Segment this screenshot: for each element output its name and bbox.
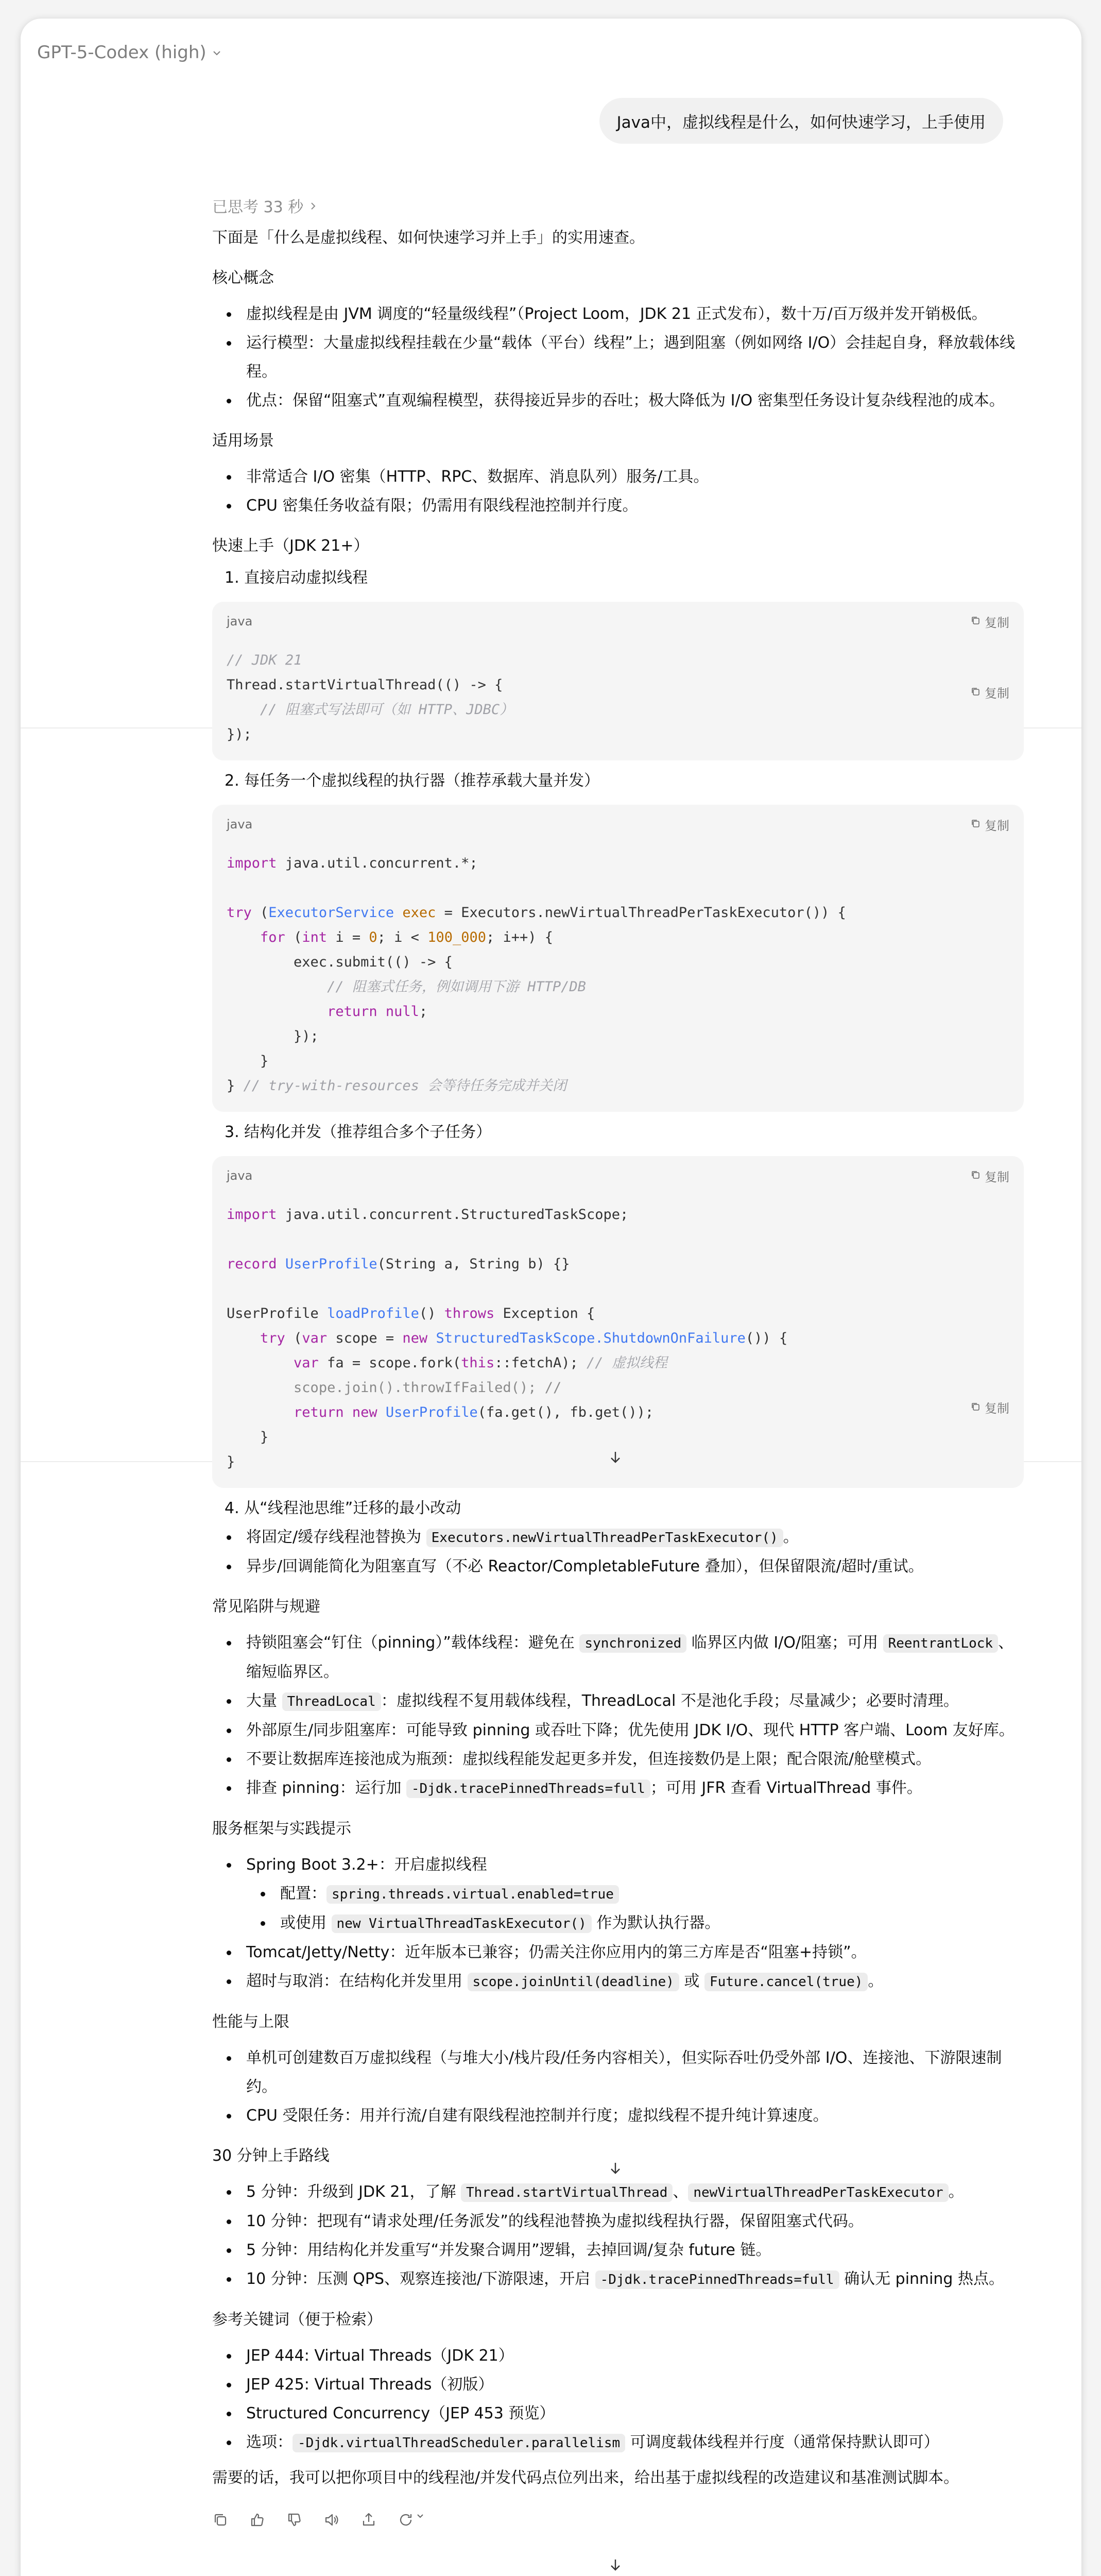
section-heading: 30 分钟上手路线: [212, 2147, 330, 2165]
step-title: 3. 结构化并发（推荐组合多个子任务）: [225, 1123, 492, 1141]
thinking-label[interactable]: 已思考 33 秒: [212, 198, 304, 216]
copy-label[interactable]: 复制: [985, 615, 1009, 630]
thinking-toggle[interactable]: [212, 194, 1024, 217]
copy-label[interactable]: 复制: [985, 686, 1009, 701]
copy-code-button[interactable]: [970, 1398, 1009, 1416]
performance-list: [212, 2044, 1024, 2130]
model-label[interactable]: GPT-5-Codex (high): [37, 42, 207, 63]
scroll-down-button[interactable]: [603, 2552, 628, 2576]
arrow-down-icon: [608, 2161, 623, 2176]
list-item: 非常适合 I/O 密集（HTTP、RPC、数据库、消息队列）服务/工具。: [212, 463, 1024, 492]
list-item: JEP 444: Virtual Threads（JDK 21）: [212, 2342, 1024, 2370]
list-item: 或使用 new VirtualThreadTaskExecutor() 作为默认执行器。: [246, 1909, 1024, 1938]
code-language: java: [227, 817, 253, 832]
list-item: CPU 密集任务收益有限；仍需用有限线程池控制并行度。: [212, 492, 1024, 520]
user-message: Java中，虚拟线程是什么，如何快速学习，上手使用: [599, 98, 1003, 144]
scroll-down-button[interactable]: [603, 1445, 628, 1470]
copy-icon: [970, 685, 980, 700]
code-language: java: [227, 614, 253, 629]
roadmap-list: [212, 2178, 1024, 2294]
list-item: 单机可创建数百万虚拟线程（与堆大小/栈片段/任务内容相关），但实际吞吐仍受外部 I/O、连接池、下游限速制约。: [212, 2044, 1024, 2102]
list-item: 优点：保留“阻塞式”直观编程模型，获得接近异步的吞吐；极大降低为 I/O 密集型任务设计复杂线程池的成本。: [212, 386, 1024, 415]
step-title: 4. 从“线程池思维”迁移的最小改动: [225, 1499, 461, 1517]
intro-text: 下面是「什么是虚拟线程、如何快速学习并上手」的实用速查。: [212, 229, 645, 247]
core-list: [212, 300, 1024, 415]
arrow-down-icon: [608, 2557, 623, 2573]
step-title: 2. 每任务一个虚拟线程的执行器（推荐承载大量并发）: [225, 772, 600, 790]
copy-icon: [970, 817, 980, 832]
copy-icon: [970, 1400, 980, 1415]
model-selector[interactable]: [37, 28, 222, 77]
copy-code-button[interactable]: [970, 683, 1009, 701]
list-item: 超时与取消：在结构化并发里用 scope.joinUntil(deadline) 或 Future.cancel(true) 。: [212, 1967, 1024, 1996]
pitfalls-list: [212, 1629, 1024, 1803]
copy-label[interactable]: 复制: [985, 1401, 1009, 1416]
section-heading: 性能与上限: [212, 2013, 289, 2031]
closing-text: 需要的话，我可以把你项目中的线程池/并发代码点位列出来，给出基于虚拟线程的改造建议和基准测试脚本。: [212, 2469, 959, 2487]
section-heading: 适用场景: [212, 432, 274, 450]
assistant-message: [212, 194, 1024, 2533]
list-item: 5 分钟：用结构化并发重写“并发聚合调用”逻辑，去掉回调/复杂 future 链。: [212, 2236, 1024, 2265]
chat-window: [21, 19, 1081, 2576]
frameworks-list: [212, 1851, 1024, 1996]
code-content: // JDK 21 Thread.startVirtualThread(() -> { // 阻塞式写法即可（如 HTTP、JDBC） });: [227, 652, 514, 742]
list-item: 排查 pinning：运行加 -Djdk.tracePinnedThreads=full ；可用 JFR 查看 VirtualThread 事件。: [212, 1774, 1024, 1803]
list-item: 外部原生/同步阻塞库：可能导致 pinning 或吞吐下降；优先使用 JDK I/O、现代 HTTP 客户端、Loom 友好库。: [212, 1716, 1024, 1745]
section-heading: 核心概念: [212, 269, 274, 287]
copy-icon[interactable]: [212, 2512, 229, 2528]
copy-label[interactable]: 复制: [985, 818, 1009, 833]
copy-code-button[interactable]: [970, 816, 1009, 834]
message-actions: [212, 2507, 1024, 2533]
step-title: 1. 直接启动虚拟线程: [225, 569, 368, 587]
scenario-list: [212, 463, 1024, 520]
list-item: 运行模型：大量虚拟线程挂载在少量“载体（平台）线程”上；遇到阻塞（例如网络 I/O）会挂起自身，释放载体线程。: [212, 329, 1024, 386]
copy-code-button[interactable]: [970, 1167, 1009, 1185]
thumbs-up-icon[interactable]: [249, 2512, 266, 2528]
list-item: Tomcat/Jetty/Netty：近年版本已兼容；仍需关注你应用内的第三方库是否“阻塞+持锁”。: [212, 1938, 1024, 1967]
list-item: 异步/回调能简化为阻塞直写（不必 Reactor/CompletableFuture 叠加），但保留限流/超时/重试。: [212, 1552, 1024, 1581]
code-content: import java.util.concurrent.StructuredTaskScope; record UserProfile(String a, String b) {} UserProfile loadProfile() throws Exception { try (var scope = new StructuredTaskScope.ShutdownOnFailure()) { var fa = scope.fork(this::fetchA); // 虚拟线程 scope.join().throwIfFailed(); // return new UserProfile(fa.get(), fb.get()); } }: [227, 1207, 788, 1470]
references-list: [212, 2342, 1024, 2458]
list-item: Structured Concurrency（JEP 453 预览）: [212, 2399, 1024, 2428]
code-block: [212, 1156, 1024, 1488]
section-heading: 服务框架与实践提示: [212, 1820, 351, 1838]
share-icon[interactable]: [360, 2512, 377, 2528]
code-block: [212, 602, 1024, 760]
arrow-down-icon: [608, 1450, 623, 1465]
list-item: 将固定/缓存线程池替换为 Executors.newVirtualThreadPerTaskExecutor() 。: [212, 1523, 1024, 1552]
list-item: 虚拟线程是由 JVM 调度的“轻量级线程”（Project Loom，JDK 21 正式发布），数十万/百万级并发开销极低。: [212, 300, 1024, 329]
list-item: Spring Boot 3.2+：开启虚拟线程 配置： spring.threads.virtual.enabled=true 或使用 new VirtualThreadTaskExecutor() 作为默认执行器。: [212, 1851, 1024, 1938]
list-item: 配置： spring.threads.virtual.enabled=true: [246, 1879, 1024, 1909]
code-content: import java.util.concurrent.*; try (ExecutorService exec = Executors.newVirtualThreadPerTaskExecutor()) { for (int i = 0; i < 100_000; i++) { exec.submit(() -> { // 阻塞式任务，例如调用下游 HTTP/DB return null; }); } } // try-with-resources 会等待任务完成并关闭: [227, 855, 846, 1094]
list-item: JEP 425: Virtual Threads（初版）: [212, 2370, 1024, 2399]
list-item: 不要让数据库连接池成为瓶颈：虚拟线程能发起更多并发，但连接数仍是上限；配合限流/舱壁模式。: [212, 1745, 1024, 1774]
code-block: [212, 805, 1024, 1112]
quickstart-steps: [212, 564, 1024, 592]
chevron-right-icon: [308, 197, 318, 215]
copy-icon: [970, 1168, 980, 1183]
copy-label[interactable]: 复制: [985, 1170, 1009, 1184]
chevron-down-icon: [416, 2512, 424, 2520]
list-item: 大量 ThreadLocal ：虚拟线程不复用载体线程，ThreadLocal 不是池化手段；尽量减少；必要时清理。: [212, 1687, 1024, 1716]
section-heading: 快速上手（JDK 21+）: [212, 537, 369, 555]
list-item: 10 分钟：压测 QPS、观察连接池/下游限速，开启 -Djdk.tracePinnedThreads=full 确认无 pinning 热点。: [212, 2265, 1024, 2294]
copy-icon: [970, 614, 980, 629]
list-item: 选项： -Djdk.virtualThreadScheduler.parallelism 可调度载体线程并行度（通常保持默认即可）: [212, 2428, 1024, 2458]
section-heading: 常见陷阱与规避: [212, 1598, 320, 1616]
section-heading: 参考关键词（便于检索）: [212, 2311, 382, 2329]
chevron-down-icon: [212, 42, 222, 63]
migration-list: [212, 1523, 1024, 1581]
regenerate-icon[interactable]: [398, 2512, 424, 2528]
thumbs-down-icon[interactable]: [286, 2512, 303, 2528]
list-item: CPU 受限任务：用并行流/自建有限线程池控制并行度；虚拟线程不提升纯计算速度。: [212, 2102, 1024, 2130]
code-language: java: [227, 1168, 253, 1183]
copy-code-button[interactable]: [970, 613, 1009, 631]
scroll-down-button[interactable]: [603, 2156, 628, 2181]
list-item: 10 分钟：把现有“请求处理/任务派发”的线程池替换为虚拟线程执行器，保留阻塞式代码。: [212, 2207, 1024, 2236]
list-item: 5 分钟：升级到 JDK 21，了解 Thread.startVirtualThread 、 newVirtualThreadPerTaskExecutor 。: [212, 2178, 1024, 2207]
list-item: 持锁阻塞会“钉住（pinning）”载体线程：避免在 synchronized 临界区内做 I/O/阻塞；可用 ReentrantLock 、缩短临界区。: [212, 1629, 1024, 1687]
read-aloud-icon[interactable]: [323, 2512, 340, 2528]
